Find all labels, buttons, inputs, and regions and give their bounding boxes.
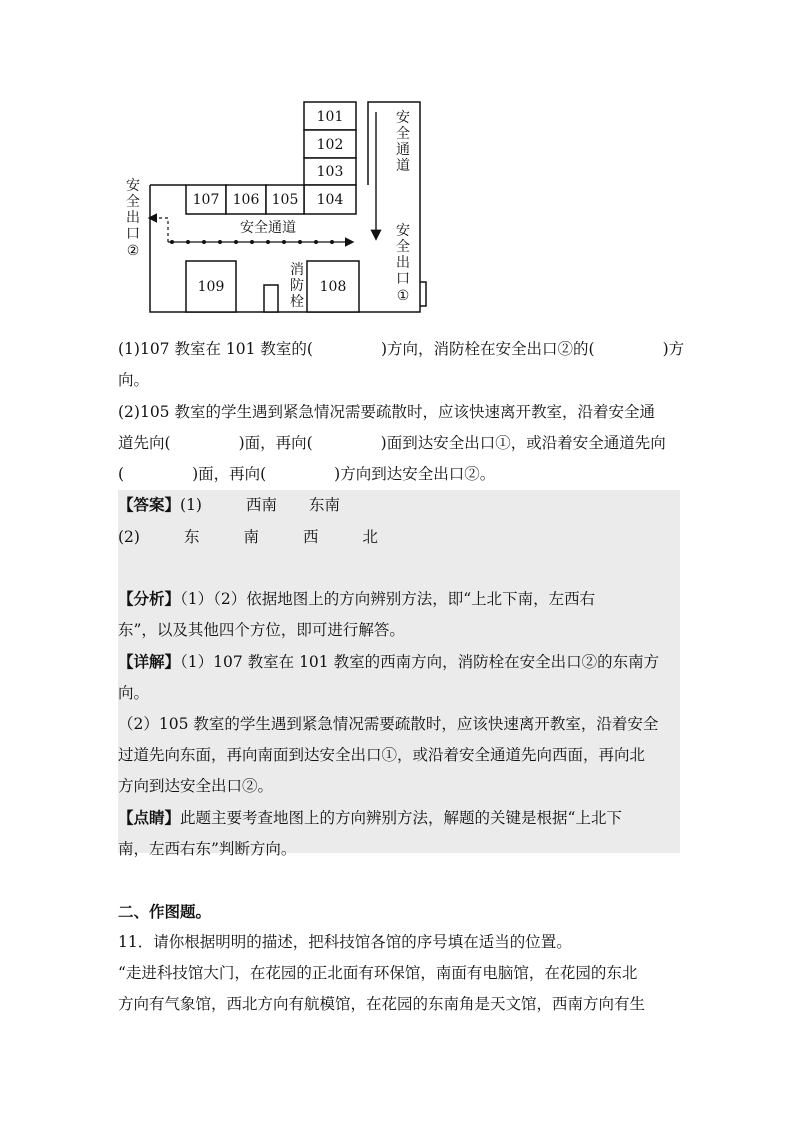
svg-text:安: 安	[396, 223, 410, 239]
room-107-label: 107	[192, 192, 220, 208]
question-1: (1)107 教室在 101 教室的( )方向，消防栓在安全出口②的( )方	[118, 340, 685, 358]
detail-line-1: 【详解】（1）107 教室在 101 教室的西南方向，消防栓在安全出口②的东南方	[118, 652, 660, 671]
answer-line-2: (2) 东 南 西 北	[118, 528, 379, 546]
detail-line-4: 过道先向东面，再向南面到达安全出口①，或沿着安全通道先向西面，再向北	[118, 746, 646, 764]
svg-text:防: 防	[290, 278, 304, 294]
detail-line-3: （2）105 教室的学生遇到紧急情况需要疏散时，应该快速离开教室，沿着安全	[118, 715, 659, 733]
room-102-label: 102	[316, 137, 344, 153]
question-11-text-2: 方向有气象馆，西北方向有航模馆，在花园的东南角是天文馆，西南方向有生	[118, 995, 646, 1013]
svg-text:①: ①	[396, 288, 410, 304]
analysis-line-1: 【分析】（1）（2）依据地图上的方向辨别方法，即“上北下南，左西右	[118, 589, 596, 608]
room-108-label: 108	[319, 279, 347, 295]
svg-text:全: 全	[396, 126, 410, 142]
corridor-vertical-label	[396, 110, 410, 174]
school-floor-plan	[0, 0, 800, 320]
svg-text:出: 出	[126, 210, 140, 226]
tip-line-1: 【点睛】此题主要考查地图上的方向辨别方法，解题的关键是根据“上北下	[118, 808, 622, 827]
svg-text:安: 安	[126, 178, 140, 194]
room-106-label: 106	[232, 192, 260, 208]
fire-hydrant-label	[290, 261, 304, 310]
detail-line-5: 方向到达安全出口②。	[118, 777, 274, 795]
analysis-line-2: 东”，以及其他四个方位，即可进行解答。	[118, 621, 405, 639]
detail-line-2: 向。	[118, 684, 150, 702]
svg-text:安: 安	[396, 110, 410, 126]
room-103-label: 103	[316, 164, 344, 180]
room-109-label: 109	[197, 279, 225, 295]
question-2: (2)105 教室的学生遇到紧急情况需要疏散时，应该快速离开教室，沿着安全通	[118, 403, 655, 421]
svg-text:口: 口	[396, 271, 410, 287]
question-11: 11．请你根据明明的描述，把科技馆各馆的序号填在适当的位置。	[118, 933, 572, 951]
question-1-cont: 向。	[118, 371, 150, 389]
answer-line-1: 【答案】(1) 西南 东南	[118, 495, 341, 514]
corridor-horizontal-label: 安全通道	[240, 220, 296, 236]
fire-hydrant-box	[264, 285, 278, 312]
exit-1-label	[396, 223, 410, 304]
exit-2-label	[126, 178, 140, 259]
svg-text:栓: 栓	[290, 294, 304, 310]
svg-text:出: 出	[396, 255, 410, 271]
svg-text:消: 消	[290, 262, 304, 278]
room-105-label: 105	[271, 192, 299, 208]
question-2-cont2: ( )面，再向( )方向到达安全出口②。	[118, 465, 496, 483]
svg-text:道: 道	[396, 158, 410, 174]
question-11-text-1: “走进科技馆大门，在花园的正北面有环保馆，南面有电脑馆，在花园的东北	[118, 964, 638, 982]
svg-text:②: ②	[126, 243, 140, 259]
svg-text:通: 通	[396, 142, 410, 158]
section-2-heading: 二、作图题。	[118, 902, 212, 921]
svg-text:全: 全	[126, 194, 140, 210]
exit-1-door	[420, 282, 426, 306]
svg-text:全: 全	[396, 239, 410, 255]
svg-text:口: 口	[126, 226, 140, 242]
room-101-label: 101	[316, 109, 344, 125]
tip-line-2: 南，左西右东”判断方向。	[118, 840, 297, 858]
room-104-label: 104	[316, 192, 344, 208]
question-2-cont: 道先向( )面，再向( )面到达安全出口①，或沿着安全通道先向	[118, 434, 666, 452]
